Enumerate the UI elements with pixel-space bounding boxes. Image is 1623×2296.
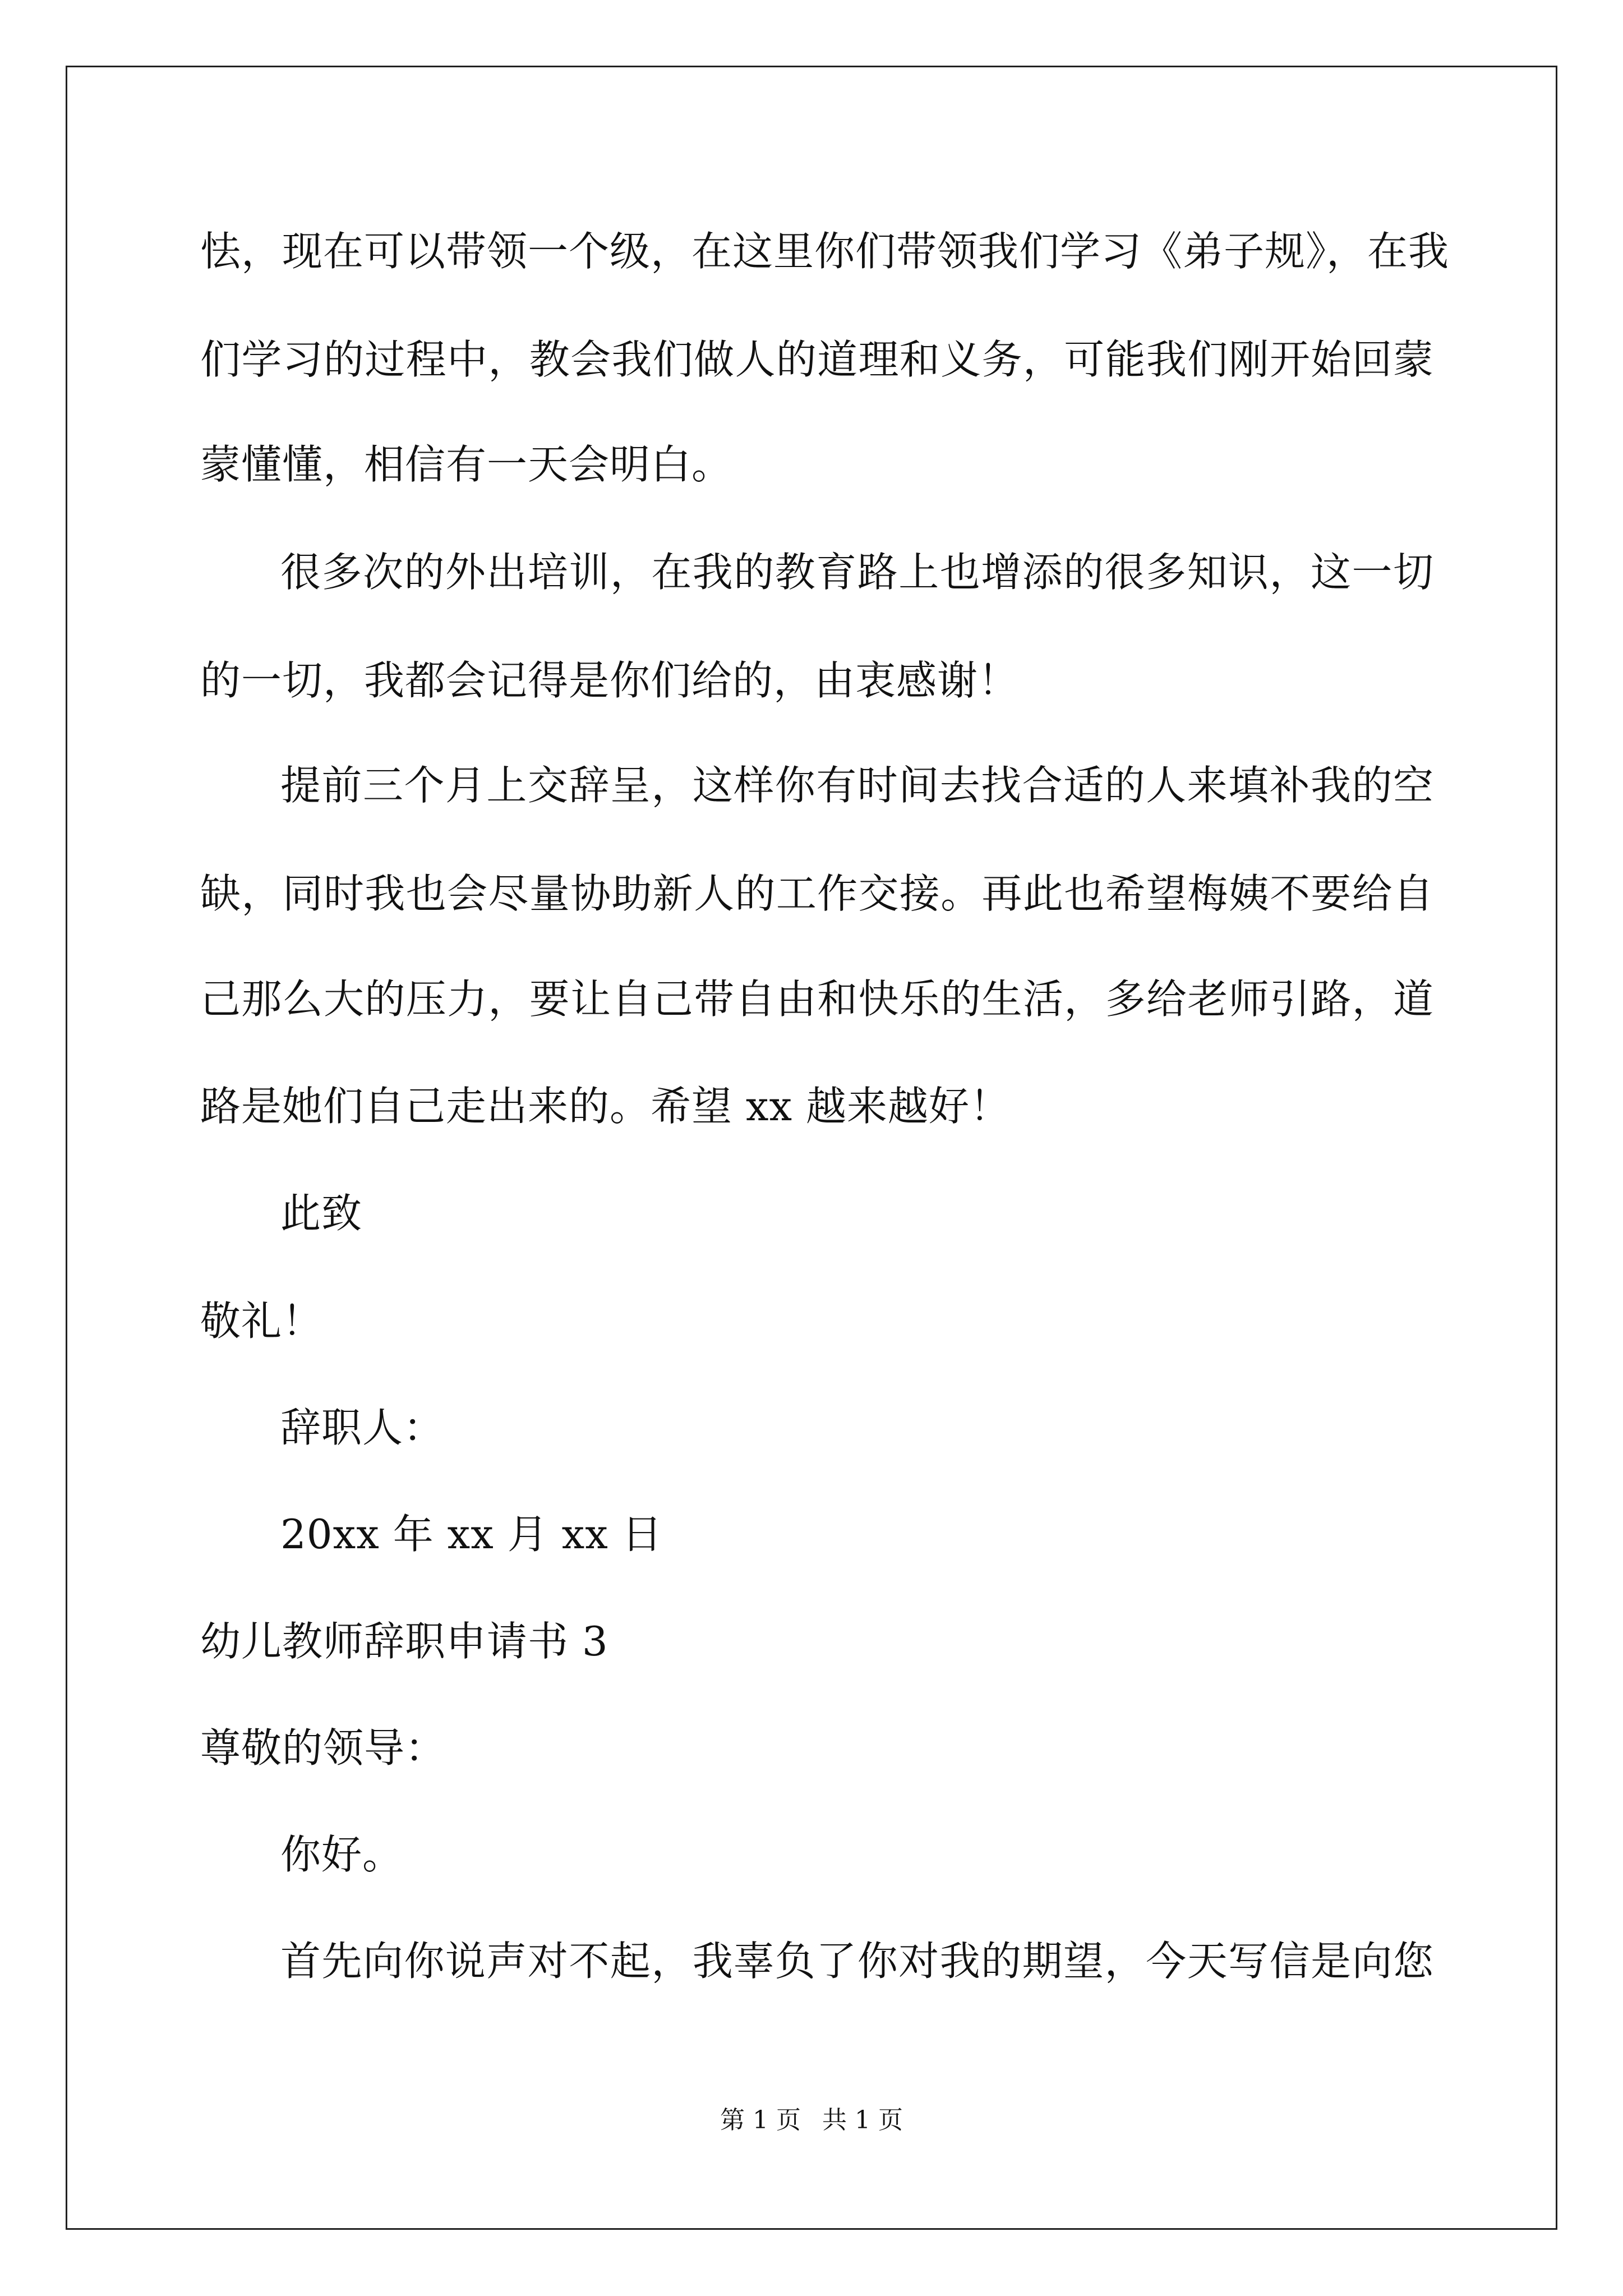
signature-label: 辞职人： [280,1404,445,1451]
paragraph-line: 路是她们自己走出来的。希望 xx 越来越好！ [200,1083,1011,1130]
paragraph-line: 的一切，我都会记得是你们给的，由衷感谢！ [200,657,1020,704]
paragraph-line: 己那么大的压力，要让自己带自由和快乐的生活，多给老师引路，道 [200,976,1434,1023]
paragraph-line: 提前三个月上交辞呈，这样你有时间去找合适的人来填补我的空 [280,762,1434,809]
closing-salutation: 此致 [280,1190,363,1237]
page-footer [0,2104,1623,2137]
page-border [66,66,1557,2230]
letter-greeting: 尊敬的领导： [200,1724,446,1772]
paragraph-line: 们学习的过程中，教会我们做人的道理和义务，可能我们刚开始回蒙 [200,336,1434,383]
page-number: 第 1 页 [720,2106,801,2134]
paragraph-line: 首先向你说声对不起，我辜负了你对我的期望，今天写信是向您 [280,1938,1434,1985]
section-title: 幼儿教师辞职申请书 3 [200,1618,608,1665]
paragraph-line: 怯，现在可以带领一个级，在这里你们带领我们学习《弟子规》，在我 [200,228,1450,275]
signature-date: 20xx 年 xx 月 xx 日 [280,1511,663,1558]
closing-regards: 敬礼！ [200,1297,324,1345]
paragraph-line: 很多次的外出培训，在我的教育路上也增添的很多知识，这一切 [280,549,1434,596]
paragraph-line: 缺，同时我也会尽量协助新人的工作交接。再此也希望梅姨不要给自 [200,870,1434,917]
page-total: 共 1 页 [822,2106,903,2134]
letter-hello: 你好。 [280,1831,404,1878]
paragraph-line: 蒙懂懂，相信有一天会明白。 [200,441,733,488]
